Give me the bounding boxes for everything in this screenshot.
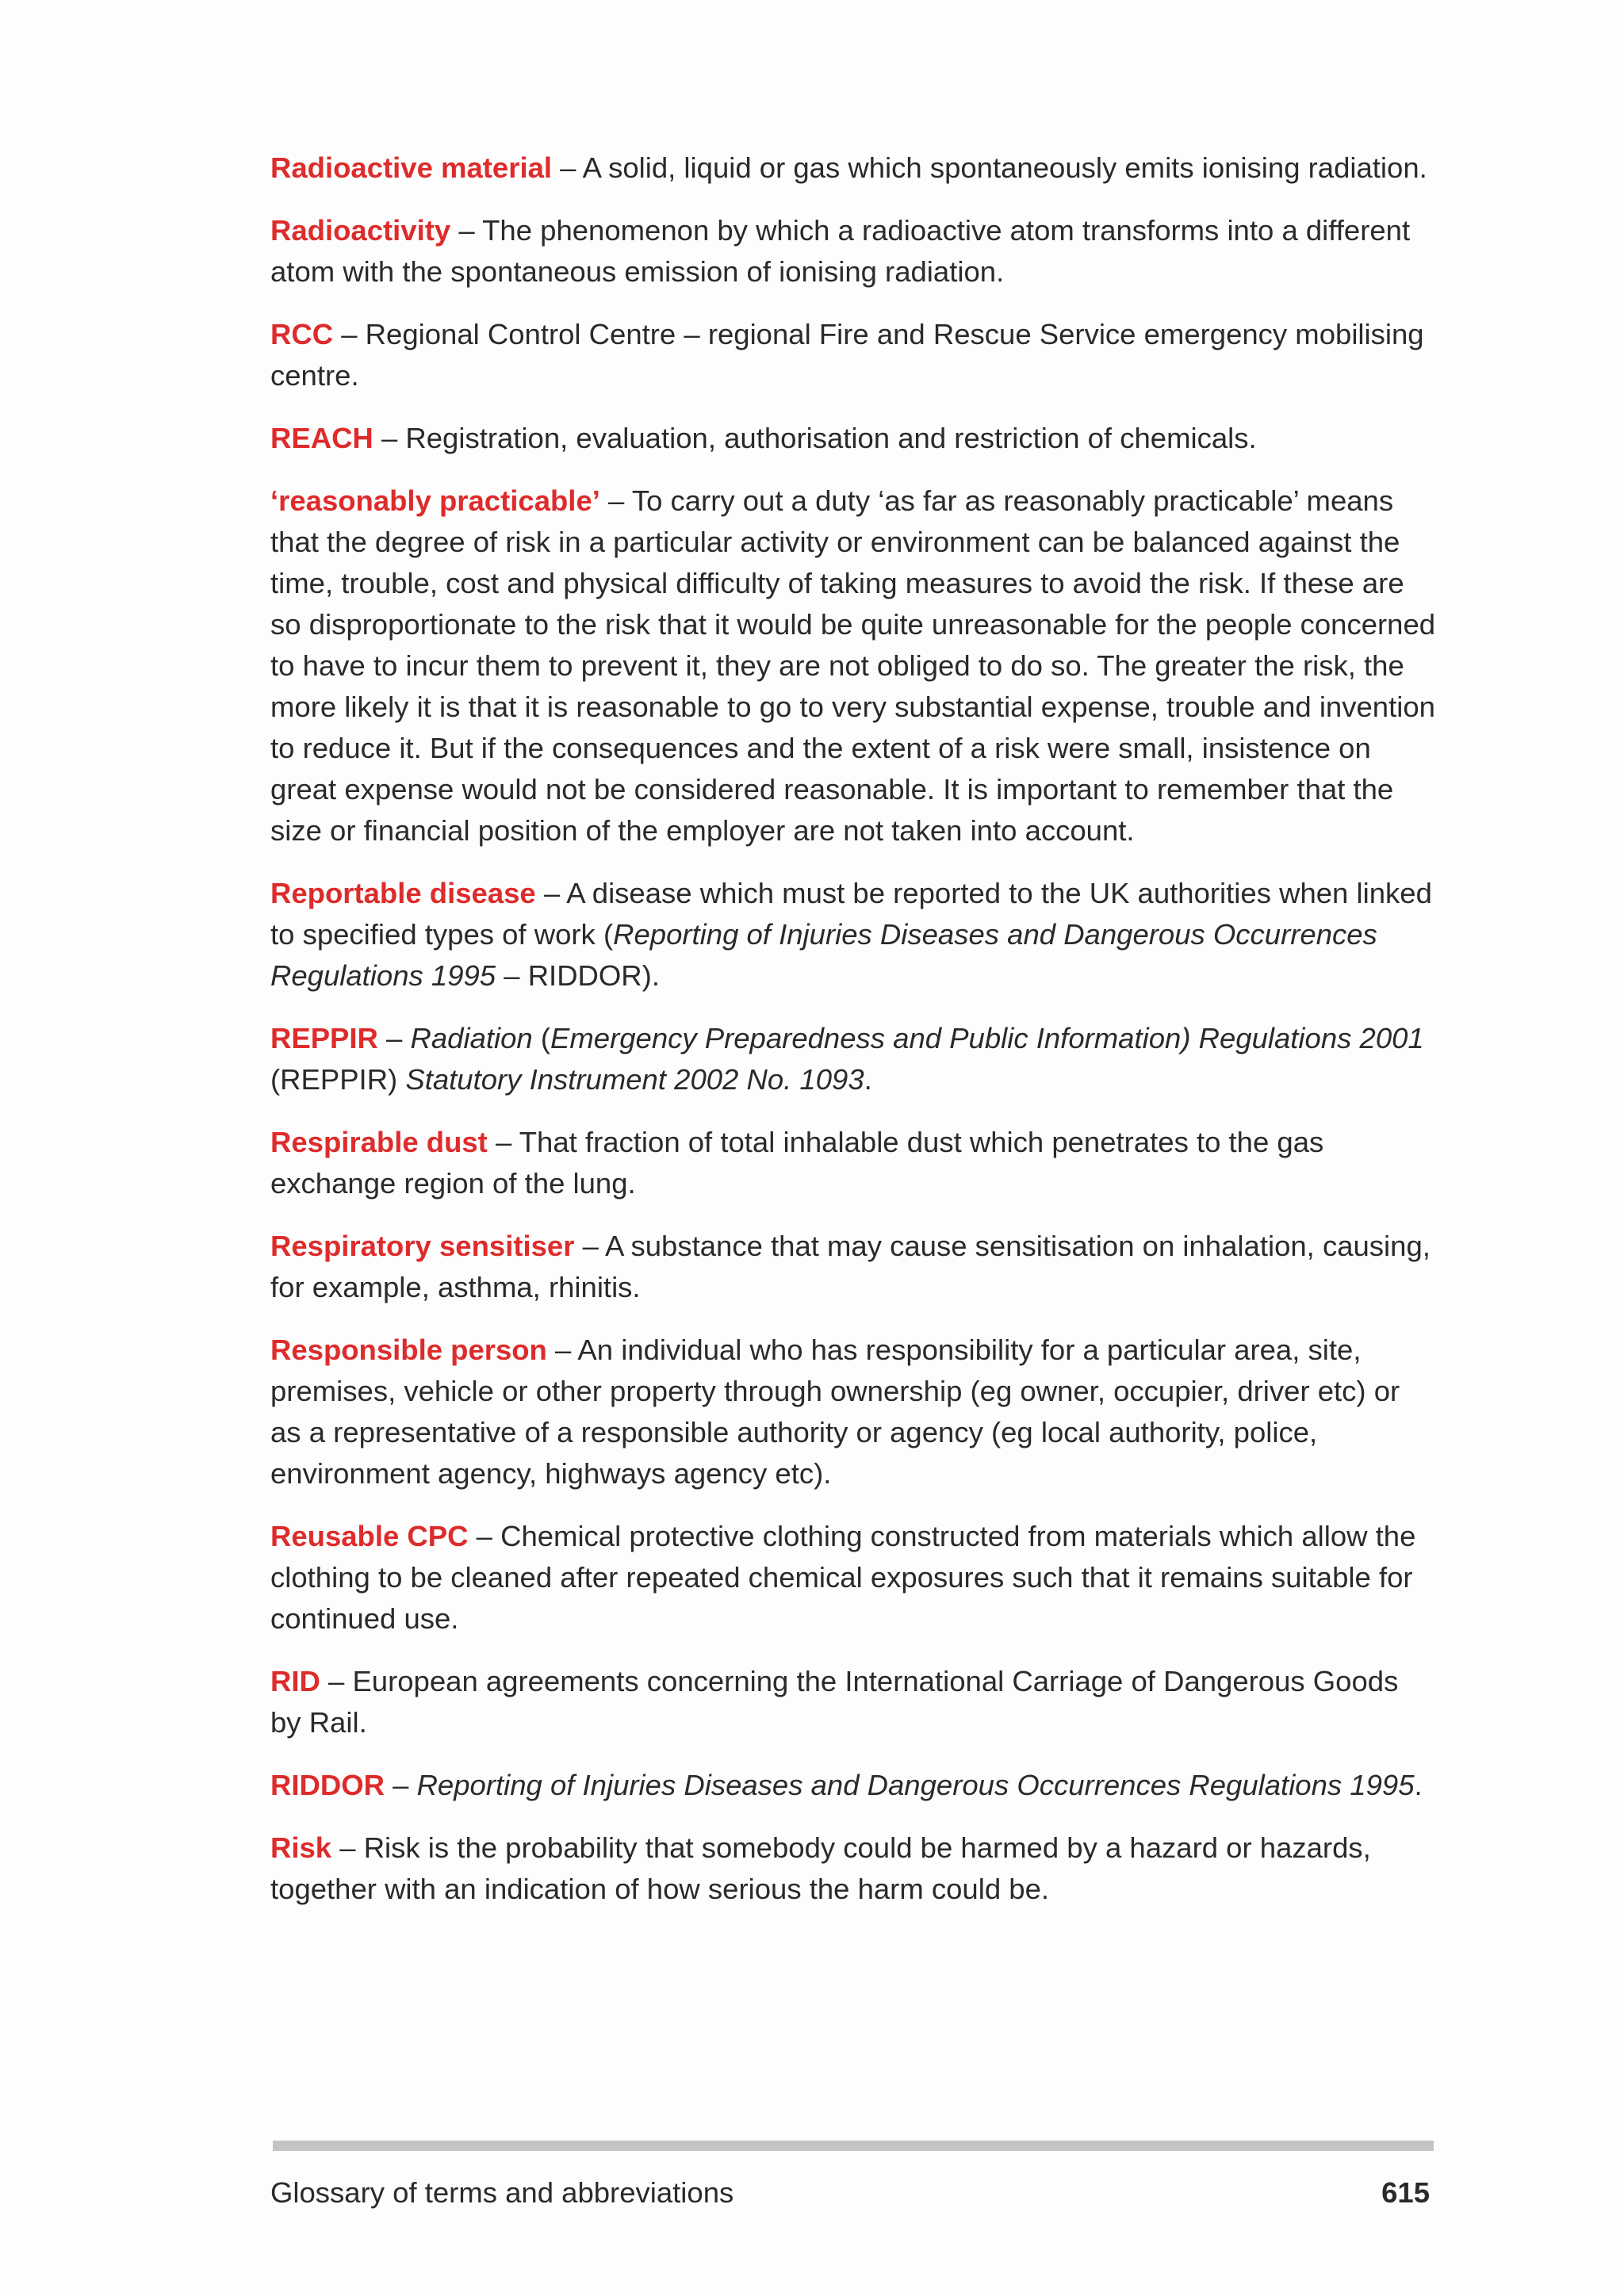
glossary-term: Reportable disease <box>270 877 536 909</box>
glossary-term: Radioactive material <box>270 151 553 184</box>
glossary-term: Respiratory sensitiser <box>270 1230 575 1262</box>
glossary-term: Responsible person <box>270 1334 547 1366</box>
glossary-list <box>270 147 1436 1931</box>
glossary-term: ‘reasonably practicable’ <box>270 484 600 517</box>
glossary-term: Risk <box>270 1831 332 1864</box>
glossary-entry <box>270 1018 1436 1100</box>
definition-text: – European agreements concerning the International Carriage of Dangerous Goods by Rail. <box>270 1665 1399 1739</box>
definition-text: – The phenomenon by which a radioactive atom transforms into a different atom with the spontaneous emission of ionising radiation. <box>270 214 1411 288</box>
definition-text: – Registration, evaluation, authorisation and restriction of chemicals. <box>373 422 1257 454</box>
definition-text: – <box>384 1769 417 1801</box>
glossary-entry <box>270 314 1436 396</box>
glossary-term: REPPIR <box>270 1022 378 1054</box>
definition-text: ( <box>532 1022 551 1054</box>
definition-text: – RIDDOR). <box>496 959 660 992</box>
definition-text: (REPPIR) <box>270 1063 406 1096</box>
definition-text: – A solid, liquid or gas which spontaneously emits ionising radiation. <box>552 151 1427 184</box>
definition-italic-text: Emergency Preparedness and Public Information) Regulations 2001 <box>550 1022 1424 1054</box>
glossary-entry <box>270 418 1436 459</box>
glossary-entry <box>270 1330 1436 1494</box>
glossary-entry <box>270 873 1436 997</box>
glossary-term: RIDDOR <box>270 1769 385 1801</box>
glossary-term: REACH <box>270 422 373 454</box>
definition-italic-text: Reporting of Injuries Diseases and Dangerous Occurrences Regulations 1995 <box>416 1769 1415 1801</box>
definition-text: – Chemical protective clothing constructed from materials which allow the clothing to be cleaned after repeated chemical exposures such that it remains suitable for continued use. <box>270 1520 1416 1635</box>
definition-text: – That fraction of total inhalable dust which penetrates to the gas exchange region of the lung. <box>270 1126 1324 1200</box>
definition-text: – An individual who has responsibility for a particular area, site, premises, vehicle or other property through ownership (eg owner, occupier, driver etc) or as a representative of a responsible authority or agency (eg local authority, police, environment agency, highways agency etc). <box>270 1334 1400 1490</box>
glossary-entry <box>270 1516 1436 1640</box>
glossary-term: RCC <box>270 318 334 350</box>
glossary-entry <box>270 1661 1436 1743</box>
definition-text: . <box>864 1063 872 1096</box>
definition-text: – <box>377 1022 411 1054</box>
glossary-entry <box>270 1226 1436 1308</box>
glossary-entry <box>270 210 1436 293</box>
definition-italic-text: Reporting of Injuries Diseases and Dangerous Occurrences Regulations 1995 <box>270 918 1377 992</box>
glossary-term: Respirable dust <box>270 1126 488 1158</box>
definition-italic-text: Radiation <box>410 1022 533 1054</box>
glossary-entry <box>270 1122 1436 1204</box>
footer-divider <box>273 2141 1434 2151</box>
glossary-entry <box>270 480 1436 851</box>
footer-section-title: Glossary of terms and abbreviations <box>270 2176 734 2209</box>
definition-text: – Risk is the probability that somebody could be harmed by a hazard or hazards, together with an indication of how serious the harm could be. <box>270 1831 1371 1905</box>
glossary-entry <box>270 1827 1436 1910</box>
definition-text: – A substance that may cause sensitisation on inhalation, causing, for example, asthma, rhinitis. <box>270 1230 1431 1303</box>
page-number: 615 <box>1381 2176 1430 2209</box>
glossary-entry <box>270 147 1436 189</box>
glossary-entry <box>270 1765 1436 1806</box>
glossary-term: Radioactivity <box>270 214 451 247</box>
definition-text: . <box>1414 1769 1423 1801</box>
definition-text: – To carry out a duty ‘as far as reasonably practicable’ means that the degree of risk in a particular activity or environment can be balanced against the time, trouble, cost and physical difficulty of taking measures to avoid the risk. If these are so disproportionate to the risk that it would be quite unreasonable for the people concerned to have to incur them to prevent it, they are not obliged to do so. The greater the risk, the more likely it is that it is reasonable to go to very substantial expense, trouble and invention to reduce it. But if the consequences and the extent of a risk were small, insistence on great expense would not be considered reasonable. It is important to remember that the size or financial position of the employer are not taken into account. <box>270 484 1436 847</box>
glossary-term: RID <box>270 1665 320 1697</box>
definition-italic-text: Statutory Instrument 2002 No. 1093 <box>405 1063 864 1096</box>
definition-text: – A disease which must be reported to the UK authorities when linked to specified types of work ( <box>270 877 1432 951</box>
definition-text: – Regional Control Centre – regional Fire and Rescue Service emergency mobilising centre. <box>270 318 1424 392</box>
glossary-term: Reusable CPC <box>270 1520 469 1552</box>
